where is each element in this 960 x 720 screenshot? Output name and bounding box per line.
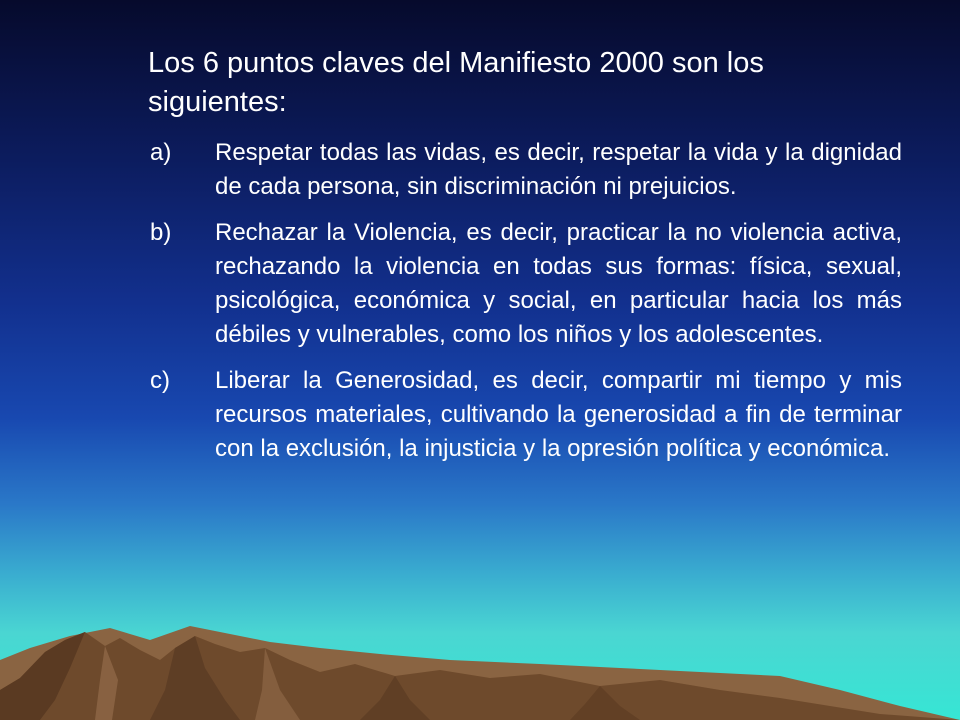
list-item (148, 216, 902, 352)
list-item-text: Liberar la Generosidad, es decir, compartir mi tiempo y mis recursos materiales, cultivando la generosidad a fin de terminar con la exclusión, la injusticia y la opresión política y económica. (215, 367, 902, 462)
list-item (148, 364, 902, 466)
list-marker: b) (150, 219, 172, 246)
list-item-text: Rechazar la Violencia, es decir, practicar la no violencia activa, rechazando la violencia en todas sus formas: física, sexual, psicológica, económica y social, en particular hacia los más débiles y vulnerables, como los niños y los adolescentes. (215, 219, 902, 348)
list-marker: a) (150, 139, 172, 166)
list-item-text: Respetar todas las vidas, es decir, respetar la vida y la dignidad de cada persona, sin discriminación ni prejuicios. (215, 139, 902, 200)
slide-content (148, 44, 902, 478)
slide-title: Los 6 puntos claves del Manifiesto 2000 son los siguientes: (148, 47, 764, 118)
list-item (148, 136, 902, 204)
list-marker: c) (150, 367, 170, 394)
